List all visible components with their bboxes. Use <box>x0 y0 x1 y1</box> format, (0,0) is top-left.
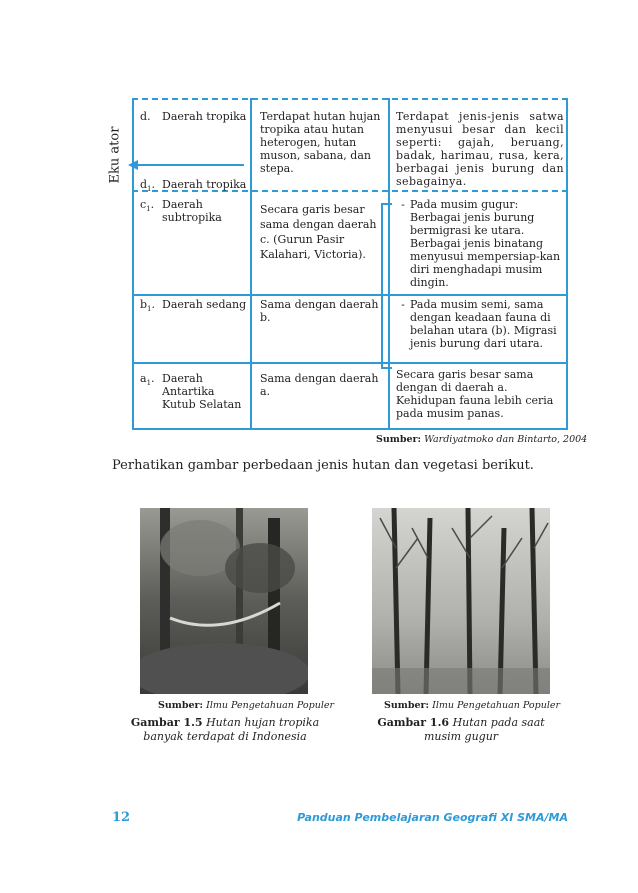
ekuator-label: Eku ator <box>107 126 123 184</box>
row-a1-fauna: Secara garis besar sama dengan di daerah a. Kehidupan fauna lebih ceria pada musim panas. <box>396 368 554 420</box>
figure-1-caption: Gambar 1.5 Hutan hujan tropika banyak terdapat di Indonesia <box>130 716 320 743</box>
row-c1-forest: Secara garis besar sama dengan daerah c. (Gurun Pasir Kalahari, Victoria). <box>260 203 377 261</box>
figure-2-caption: Gambar 1.6 Hutan pada saat musim gugur <box>377 716 545 743</box>
page-number: 12 <box>112 810 131 825</box>
row-b1-forest: Sama dengan daerah b. <box>260 298 379 324</box>
row-d-fauna: Terdapat jenis-jenis satwa menyusui besar dan kecil seperti: gajah, beruang, badak, harimau, rusa, kera, berbagai jenis burung dan sebagainya. <box>396 110 564 188</box>
zone-table <box>132 98 568 430</box>
row-c1-zone: $c_1$. Daerah subtropika <box>140 198 222 224</box>
row-a1-zone: $a_1$. Daerah Antartika Kutub Selatan <box>140 372 242 411</box>
tropical-forest-photo <box>140 508 308 694</box>
row-a1-forest: Sama dengan daerah a. <box>260 372 379 398</box>
row-c1-fauna: - Pada musim gugur: Berbagai jenis burung bermigrasi ke utara. Berbagai jenis binatang menyusui mempersiap-kan diri menghadapi musim dingin. <box>401 198 561 289</box>
intro-text: Perhatikan gambar perbedaan jenis hutan dan vegetasi berikut. <box>112 458 534 473</box>
figure-1-source: Sumber: Ilmu Pengetahuan Populer <box>158 700 335 711</box>
row-b1-fauna: - Pada musim semi, sama dengan keadaan fauna di belahan utara (b). Migrasi jenis burung dari utara. <box>401 298 557 350</box>
table-source: Sumber: Wardiyatmoko dan Bintarto, 2004 <box>376 434 588 445</box>
row-d-zone: d. Daerah tropika <box>140 110 247 123</box>
row-d-forest: Terdapat hutan hujan tropika atau hutan heterogen, hutan muson, sabana, dan stepa. <box>260 110 381 175</box>
figure-2-source: Sumber: Ilmu Pengetahuan Populer <box>384 700 561 711</box>
book-title: Panduan Pembelajaran Geografi XI SMA/MA <box>297 811 568 824</box>
row-b1-zone: $b_1$. Daerah sedang <box>140 298 247 314</box>
autumn-forest-photo <box>372 508 550 694</box>
row-d1-zone: $d_1$. Daerah tropika <box>140 178 247 194</box>
